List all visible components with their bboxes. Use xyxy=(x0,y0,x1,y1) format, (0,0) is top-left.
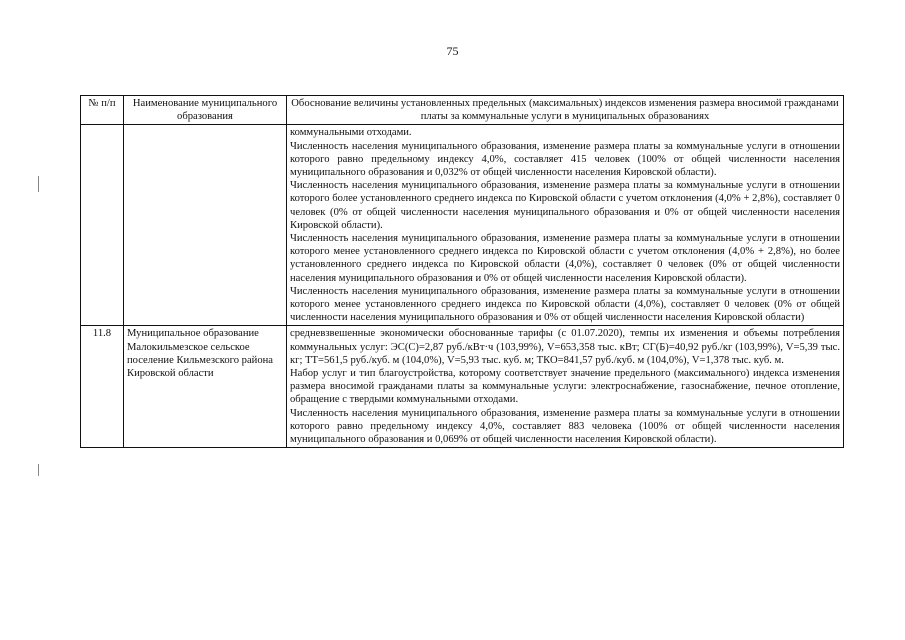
row-paragraph: Численность населения муниципального образования, изменение размера платы за коммунальные услуги в отношении которого более установленного среднего индекса по Кировской области с учетом отклонения (4,0% + 2,8%), составляет 0 человек (0% от общей численности населения муниципального образования и 0% от общей численности населения Кировской области). xyxy=(290,180,840,231)
margin-mark xyxy=(38,176,39,192)
row-paragraph: Численность населения муниципального образования, изменение размера платы за коммунальные услуги в отношении которого менее установленного среднего индекса по Кировской области с учетом отклонения (4,0% + 2,8%), но более установленного среднего индекса по Кировской области (4,0%), составляет 0 человек (0% от общей численности населения муниципального образования и 0% от общей численности населения Кировской области). xyxy=(290,233,840,284)
row-num: 11.8 xyxy=(81,326,124,448)
row-paragraph: Численность населения муниципального образования, изменение размера платы за коммунальные услуги в отношении которого равно предельному индексу 4,0%, составляет 883 человека (100% от общей численности населения муниципального образования и 0,069% от общей численности населения Кировской области). xyxy=(290,407,840,446)
tariff-table xyxy=(80,95,844,448)
table-row xyxy=(81,326,844,448)
table-header-row xyxy=(81,96,844,125)
header-num: № п/п xyxy=(81,96,124,125)
row-lead-text: средневзвешенные экономически обоснованные тарифы (с 01.07.2020), темпы их изменения и объемы потребления коммунальных услуг: ЭС(С)=2,87 руб./кВт·ч (103,99%), V=653,358 тыс. кВт; СГ(Б)=40,92 руб./кг (103,99%), V=5,39 тыс. кг; ТТ=561,5 руб./куб. м (104,0%), V=5,93 тыс. куб. м; ТКО=841,57 руб./куб. м (104,0%), V=1,378 тыс. куб. м. xyxy=(290,328,840,366)
row-paragraph: Набор услуг и тип благоустройства, которому соответствует значение предельного (максимального) индекса изменения размера вносимой гражданами платы за коммунальные услуги: электроснабжение, газоснабжение, печное отопление, обращение с твердыми коммунальными отходами. xyxy=(290,368,840,406)
row-name: Муниципальное образование Малокильмезское сельское поселение Кильмезского района Кировской области xyxy=(124,326,287,448)
header-name: Наименование муниципального образования xyxy=(124,96,287,125)
row-justification xyxy=(287,326,844,448)
page-number: 75 xyxy=(446,44,459,58)
table-row xyxy=(81,125,844,326)
row-paragraph: Численность населения муниципального образования, изменение размера платы за коммунальные услуги в отношении которого равно предельному индексу 4,0%, составляет 415 человек (100% от общей численности населения муниципального образования и 0,032% от общей численности населения Кировской области). xyxy=(290,140,840,179)
header-justification: Обоснование величины установленных предельных (максимальных) индексов изменения размера вносимой гражданами платы за коммунальные услуги в муниципальных образованиях xyxy=(287,96,844,125)
row-name xyxy=(124,125,287,326)
row-paragraph: Численность населения муниципального образования, изменение размера платы за коммунальные услуги в отношении которого менее установленного среднего индекса по Кировской области (4,0%), составляет 0 человек (0% от общей численности населения муниципального образования и 0% от общей численности населения Кировской области) xyxy=(290,285,840,324)
row-lead-text: коммунальными отходами. xyxy=(290,127,412,139)
row-num xyxy=(81,125,124,326)
margin-mark xyxy=(38,464,39,476)
row-justification xyxy=(287,125,844,326)
